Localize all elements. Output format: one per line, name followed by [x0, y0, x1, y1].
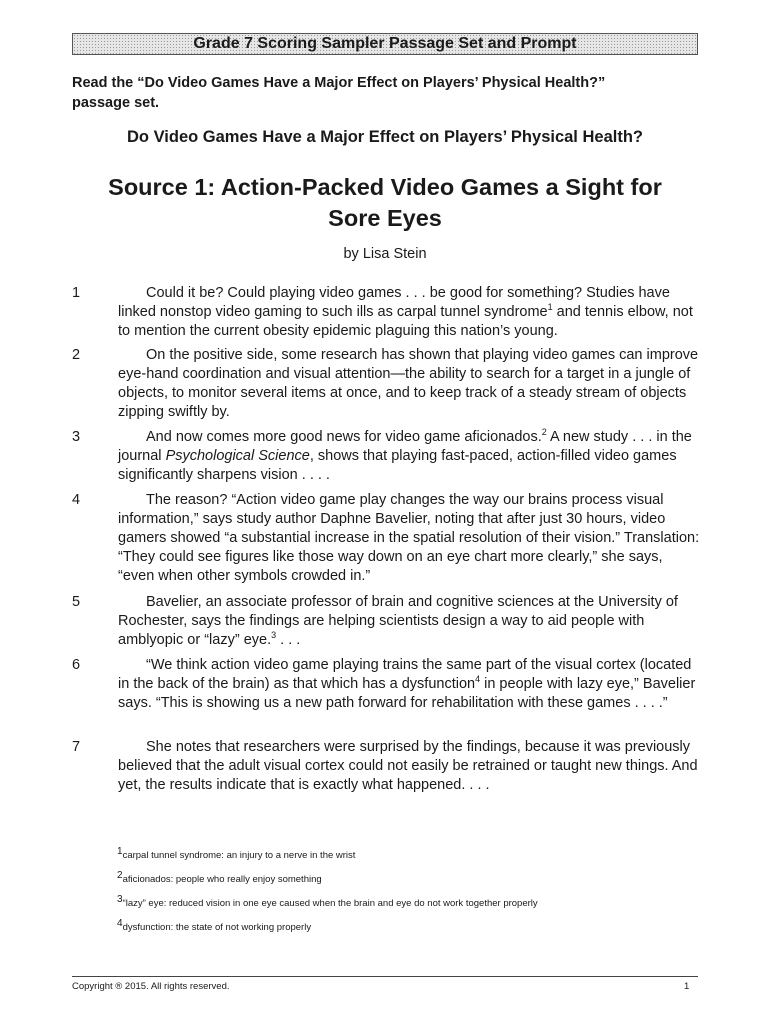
text-run: , shows that playing fast-paced, action-filled video games significantly sharpens vision . . . .: [118, 448, 677, 483]
text-run: And now comes more good news for video game aficionados.: [146, 429, 542, 445]
footnote-mark: 4: [117, 918, 123, 929]
page-number: 1: [684, 981, 690, 992]
footnote-1: [117, 846, 677, 862]
paragraph-text: [118, 491, 702, 586]
header-title: Grade 7 Scoring Sampler Passage Set and Prompt: [193, 35, 577, 52]
text-run: Bavelier, an associate professor of brain and cognitive sciences at the University of Rochester, says the findings are helping scientists design a way to aid people with amblyopic or “lazy” eye.: [118, 594, 678, 648]
header-banner: [72, 33, 698, 55]
footnote-text: “lazy” eye: reduced vision in one eye caused when the brain and eye do not work together properly: [122, 898, 538, 909]
paragraph-text: [118, 593, 702, 650]
instruction-line-2: passage set.: [72, 95, 160, 111]
paragraph-number: 5: [72, 594, 81, 610]
paragraph-number: 4: [72, 492, 81, 508]
footnote-mark: 3: [117, 894, 123, 905]
footnote-text: dysfunction: the state of not working properly: [122, 922, 312, 933]
paragraph-text: [118, 346, 702, 422]
text-run: and tennis elbow, not to mention the current obesity epidemic plaguing this nation’s young.: [118, 304, 693, 339]
footnote-2: [117, 870, 677, 886]
footnote-text: carpal tunnel syndrome: an injury to a nerve in the wrist: [122, 850, 356, 861]
paragraph-text: [118, 738, 702, 795]
paragraph-number: 3: [72, 429, 81, 445]
footnote-ref: 1: [547, 302, 553, 313]
text-run: She notes that researchers were surprised by the findings, because it was previously believed that the adult visual cortex could not easily be retrained or taught new things. And yet, the results indicate that is exactly what happened. . . .: [118, 739, 698, 793]
text-run: “We think action video game playing trains the same part of the visual cortex (located in the back of the brain) as that which has a dysfunction: [118, 657, 692, 692]
footnote-mark: 1: [117, 846, 123, 857]
text-run: The reason? “Action video game play changes the way our brains process visual information,” says study author Daphne Bavelier, noting that after just 30 hours, video gamers showed “a substantial increase in the spatial resolution of their vision.” Translation: “They could see figures like those way down on an eye chart more clearly,” she says, “even when other symbols crowded in.”: [118, 492, 700, 584]
paragraph-number: 7: [72, 739, 81, 755]
footnote-text: aficionados: people who really enjoy something: [122, 874, 322, 885]
footnote-ref: 2: [541, 427, 547, 438]
paragraph-text: [118, 656, 702, 713]
paragraph-number: 1: [72, 285, 81, 301]
text-run: in people with lazy eye,” Bavelier says. “This is showing us a new path forward for rehabilitation with these games . . . .”: [118, 676, 696, 711]
source-title: [72, 172, 698, 234]
text-run: . . .: [276, 632, 301, 648]
passage-set-title: Do Video Games Have a Major Effect on Players’ Physical Health?: [127, 128, 643, 146]
journal-name: Psychological Science: [165, 448, 310, 464]
paragraph-text: [118, 284, 702, 341]
footer-divider: [72, 976, 698, 977]
copyright-notice: Copyright ® 2015. All rights reserved.: [72, 981, 230, 992]
footnote-mark: 2: [117, 870, 123, 881]
text-run: Could it be? Could playing video games . . . be good for something? Studies have linked nonstop video gaming to such ills as carpal tunnel syndrome: [118, 285, 670, 320]
paragraph-text: [118, 428, 702, 485]
instruction-line-1: Read the “Do Video Games Have a Major Effect on Players’ Physical Health?”: [72, 75, 606, 91]
text-run: On the positive side, some research has shown that playing video games can improve eye-hand coordination and visual attention—the ability to search for a target in a jungle of objects, to monitor several items at once, and to keep track of a steady stream of objects zipping swiftly by.: [118, 347, 699, 420]
source-title-line-1: Source 1: Action-Packed Video Games a Sight for: [108, 174, 662, 200]
footnote-4: [117, 918, 677, 934]
source-title-line-2: Sore Eyes: [328, 205, 442, 231]
instruction-text: [72, 73, 712, 113]
footnote-ref: 3: [271, 630, 277, 641]
byline: by Lisa Stein: [343, 246, 427, 262]
paragraph-number: 6: [72, 657, 81, 673]
footnote-3: [117, 894, 677, 910]
text-run: A new study . . . in the journal: [118, 429, 692, 464]
paragraph-number: 2: [72, 347, 81, 363]
footnote-ref: 4: [475, 674, 481, 685]
